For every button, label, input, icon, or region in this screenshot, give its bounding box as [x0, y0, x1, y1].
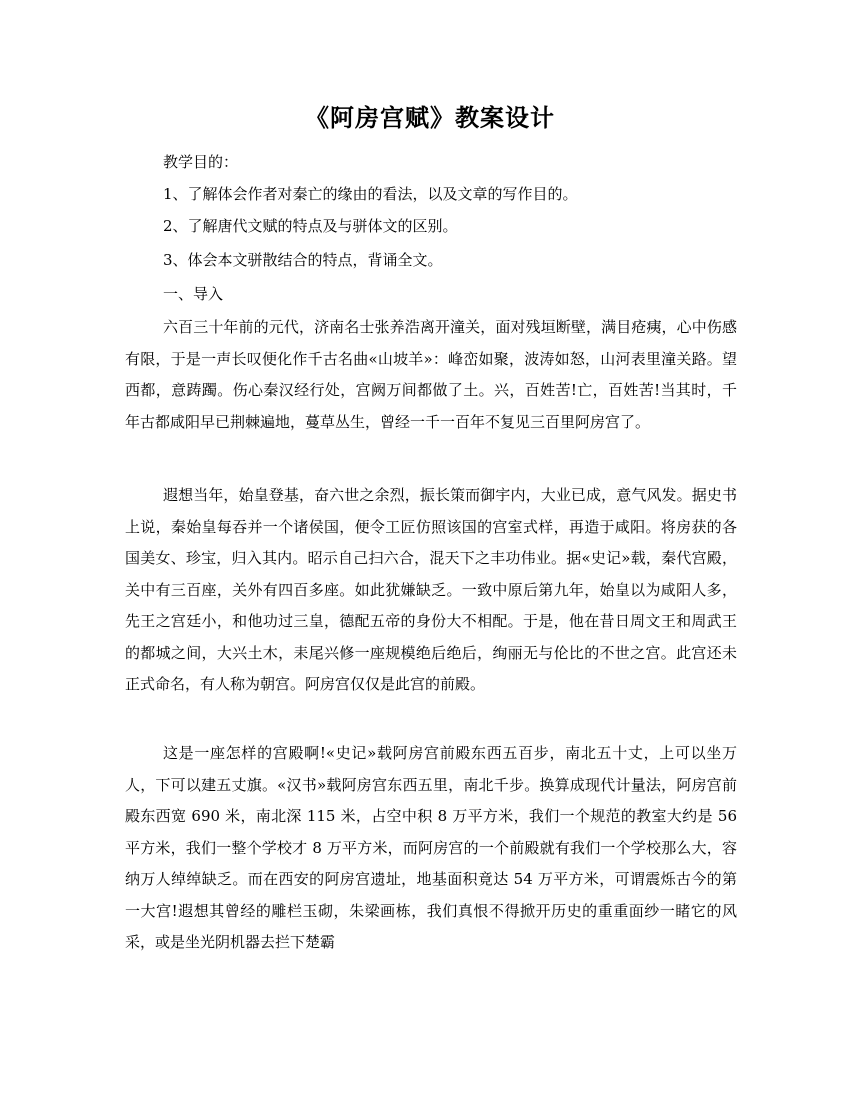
objectives-heading: 教学目的： — [163, 153, 239, 171]
objective-item-3: 3、体会本文骈散结合的特点，背诵全文。 — [163, 251, 443, 269]
intro-paragraph-3: 这是一座怎样的宫殿啊!«史记»载阿房宫前殿东西五百步，南北五十丈，上可以坐万人，下可以建五丈旗。«汉书»载阿房宫东西五里，南北千步。换算成现代计量法，阿房宫前殿东西宽 690 米，南北深 115 米，占空中积 8 万平方米，我们一个规范的教室大约是 56 平方米，我们一整个学校才 8 万平方米，而阿房宫的一个前殿就有我们一个学校那么大，容纳万人绰绰缺乏。而在西安的阿房宫遗址，地基面积竟达 54 万平方米，可谓震烁古今的第一大宫!遐想其曾经的雕栏玉砌，朱梁画栋，我们真恨不得掀开历史的重重面纱一睹它的风采，或是坐光阴机器去拦下楚霸 — [125, 744, 737, 951]
objective-item-1: 1、了解体会作者对秦亡的缘由的看法，以及文章的写作目的。 — [163, 185, 578, 203]
intro-paragraph-2: 遐想当年，始皇登基，奋六世之余烈，振长策而御宇内，大业已成，意气风发。据史书上说，秦始皇每吞并一个诸侯国，便令工匠仿照该国的宫室式样，再造于咸阳。将房获的各国美女、珍宝，归入其内。昭示自己扫六合，混天下之丰功伟业。据«史记»载，秦代宫殿，关中有三百座，关外有四百多座。如此犹嫌缺乏。一致中原后第九年，始皇以为咸阳人多，先王之宫廷小，和他功过三皇，德配五帝的身份大不相配。于是，他在昔日周文王和周武王的都城之间，大兴土木，耒尾兴修一座规模绝后绝后，绚丽无与伦比的不世之宫。此宫还未正式命名，有人称为朝宫。阿房宫仅仅是此宫的前殿。 — [125, 486, 737, 693]
objective-item-2: 2、了解唐代文赋的特点及与骈体文的区别。 — [163, 217, 458, 235]
intro-paragraph-1: 六百三十年前的元代，济南名士张养浩离开潼关，面对残垣断壁，满目疮痍，心中伤感有限，于是一声长叹便化作千古名曲«山坡羊»：峰峦如聚，波涛如怒，山河表里潼关路。望西都，意踌躅。伤心秦汉经行处，宫阙万间都做了土。兴，百姓苦!亡，百姓苦!当其时，千年古都咸阳早已荆棘遍地，蔓草丛生，曾经一千一百年不复见三百里阿房宫了。 — [125, 318, 737, 431]
document-title: 《阿房宫赋》教案设计 — [305, 103, 555, 132]
section-heading: 一、导入 — [163, 285, 224, 303]
